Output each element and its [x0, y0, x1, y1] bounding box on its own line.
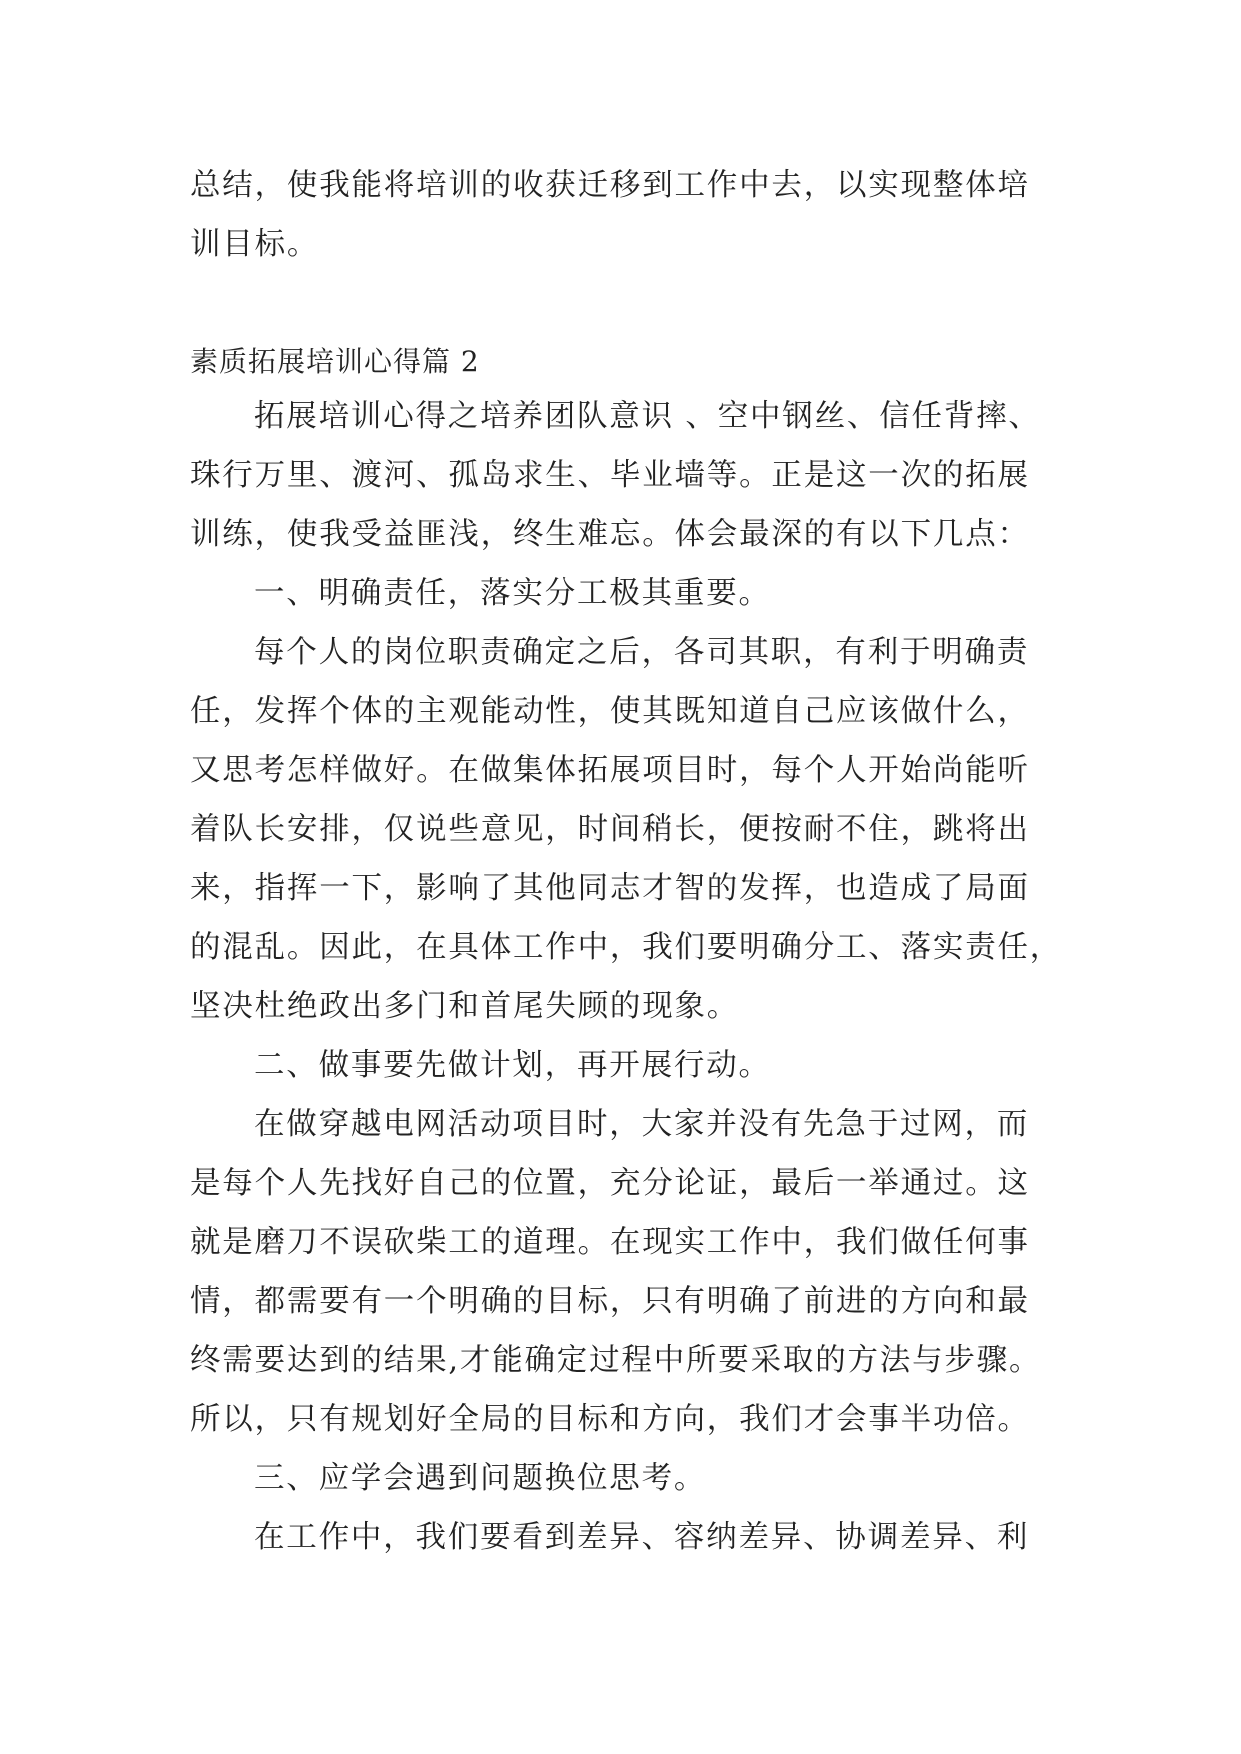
text-line: 又思考怎样做好。在做集体拓展项目时，每个人开始尚能听: [190, 753, 1030, 788]
text-line: 就是磨刀不误砍柴工的道理。在现实工作中，我们做任何事: [190, 1225, 1030, 1260]
subheading-2: 二、做事要先做计划，再开展行动。: [254, 1048, 771, 1083]
paragraph-first-line: 在工作中，我们要看到差异、容纳差异、协调差异、利: [254, 1520, 1030, 1555]
paragraph-first-line: 每个人的岗位职责确定之后，各司其职，有利于明确责: [254, 635, 1030, 670]
subheading-3: 三、应学会遇到问题换位思考。: [254, 1461, 707, 1496]
text-line: 终需要达到的结果,才能确定过程中所要采取的方法与步骤。: [190, 1343, 1042, 1378]
paragraph-first-line: 在做穿越电网活动项目时，大家并没有先急于过网，而: [254, 1107, 1030, 1142]
text-line: 任，发挥个体的主观能动性，使其既知道自己应该做什么，: [190, 694, 1030, 729]
text-line: 总结，使我能将培训的收获迁移到工作中去，以实现整体培: [190, 168, 1030, 203]
text-line: 所以，只有规划好全局的目标和方向，我们才会事半功倍。: [190, 1402, 1030, 1437]
paragraph-first-line: 拓展培训心得之培养团队意识 、空中钢丝、信任背摔、: [254, 399, 1041, 434]
text-line: 来，指挥一下，影响了其他同志才智的发挥，也造成了局面: [190, 871, 1030, 906]
text-line: 情，都需要有一个明确的目标，只有明确了前进的方向和最: [190, 1284, 1030, 1319]
text-line: 珠行万里、渡河、孤岛求生、毕业墙等。正是这一次的拓展: [190, 458, 1030, 493]
text-line: 的混乱。因此，在具体工作中，我们要明确分工、落实责任，: [190, 930, 1063, 965]
text-line: 训目标。: [190, 227, 320, 262]
subheading-1: 一、明确责任，落实分工极其重要。: [254, 576, 771, 611]
text-line: 坚决杜绝政出多门和首尾失顾的现象。: [190, 989, 740, 1024]
section-title: 素质拓展培训心得篇 2: [190, 345, 480, 378]
text-line: 是每个人先找好自己的位置，充分论证，最后一举通过。这: [190, 1166, 1030, 1201]
text-line: 着队长安排，仅说些意见，时间稍长，便按耐不住，跳将出: [190, 812, 1030, 847]
text-line: 训练，使我受益匪浅，终生难忘。体会最深的有以下几点：: [190, 517, 1030, 552]
